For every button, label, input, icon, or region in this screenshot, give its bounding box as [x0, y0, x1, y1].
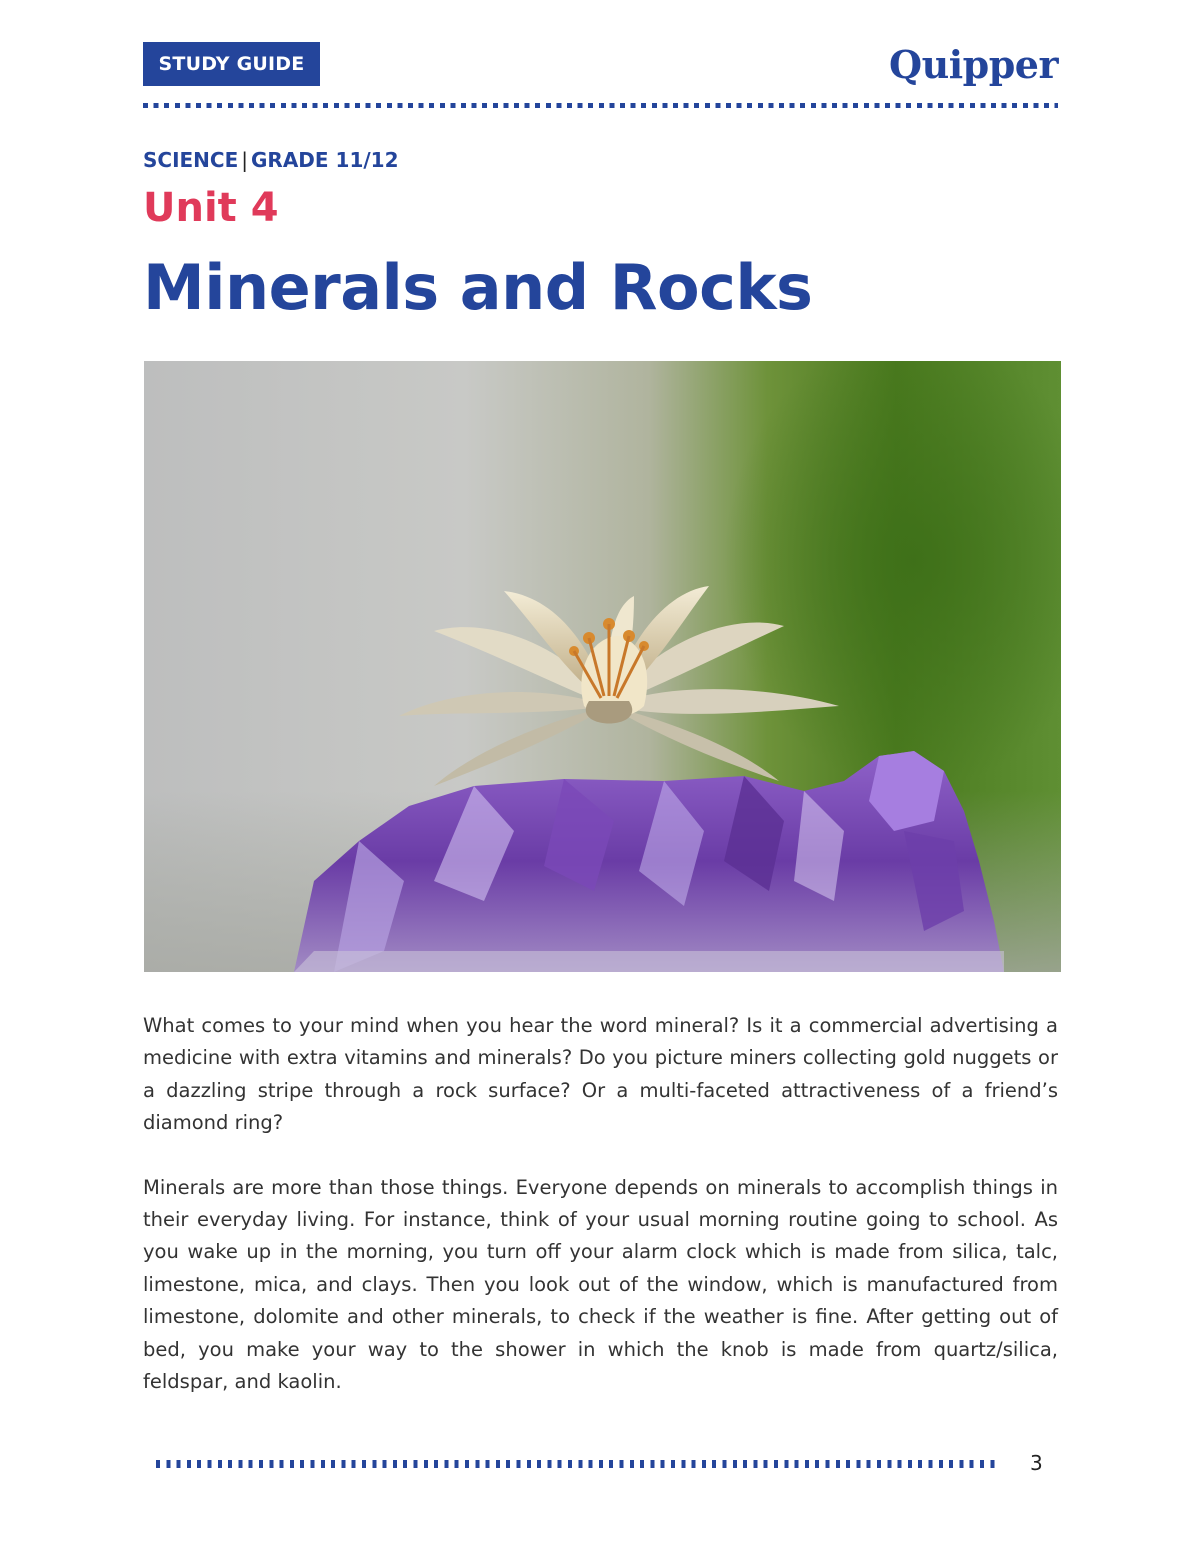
- paragraph-2: Minerals are more than those things. Everyone depends on minerals to accomplish things in their everyday living. For instance, think of your usual morning routine going to school. As you wake up in the morning, you turn off your alarm clock which is made from silica, talc, limestone, mica, and clays. Then you look out of the window, which is manufactured from limestone, dolomite and other minerals, to check if the weather is fine. After getting out of bed, you make your way to the shower in which the knob is made from quartz/silica, feldspar, and kaolin.: [143, 1175, 1058, 1394]
- amethyst-flower-illustration: [144, 361, 1061, 972]
- study-guide-badge: STUDY GUIDE: [143, 42, 320, 86]
- subject-grade-line: [143, 145, 399, 175]
- grade-label: GRADE 11/12: [251, 148, 399, 172]
- paragraph-1: What comes to your mind when you hear the word mineral? Is it a commercial advertising a medicine with extra vitamins and minerals? Do you picture miners collecting gold nuggets or a dazzling stripe through a rock surface? Or a multi-faceted attractiveness of a friend’s diamond ring?: [143, 1014, 1058, 1135]
- bottom-dotted-divider: [156, 1460, 998, 1468]
- top-dotted-divider: [143, 103, 1058, 108]
- subject-label: SCIENCE: [143, 148, 239, 172]
- subject-separator: |: [241, 148, 249, 172]
- quipper-logo: Quipper: [888, 42, 1058, 87]
- page-number: 3: [1030, 1451, 1043, 1475]
- body-text: [143, 1010, 1058, 1430]
- unit-label: Unit 4: [143, 185, 279, 231]
- amethyst-flower-photo: [144, 361, 1061, 972]
- page-title: Minerals and Rocks: [143, 251, 813, 324]
